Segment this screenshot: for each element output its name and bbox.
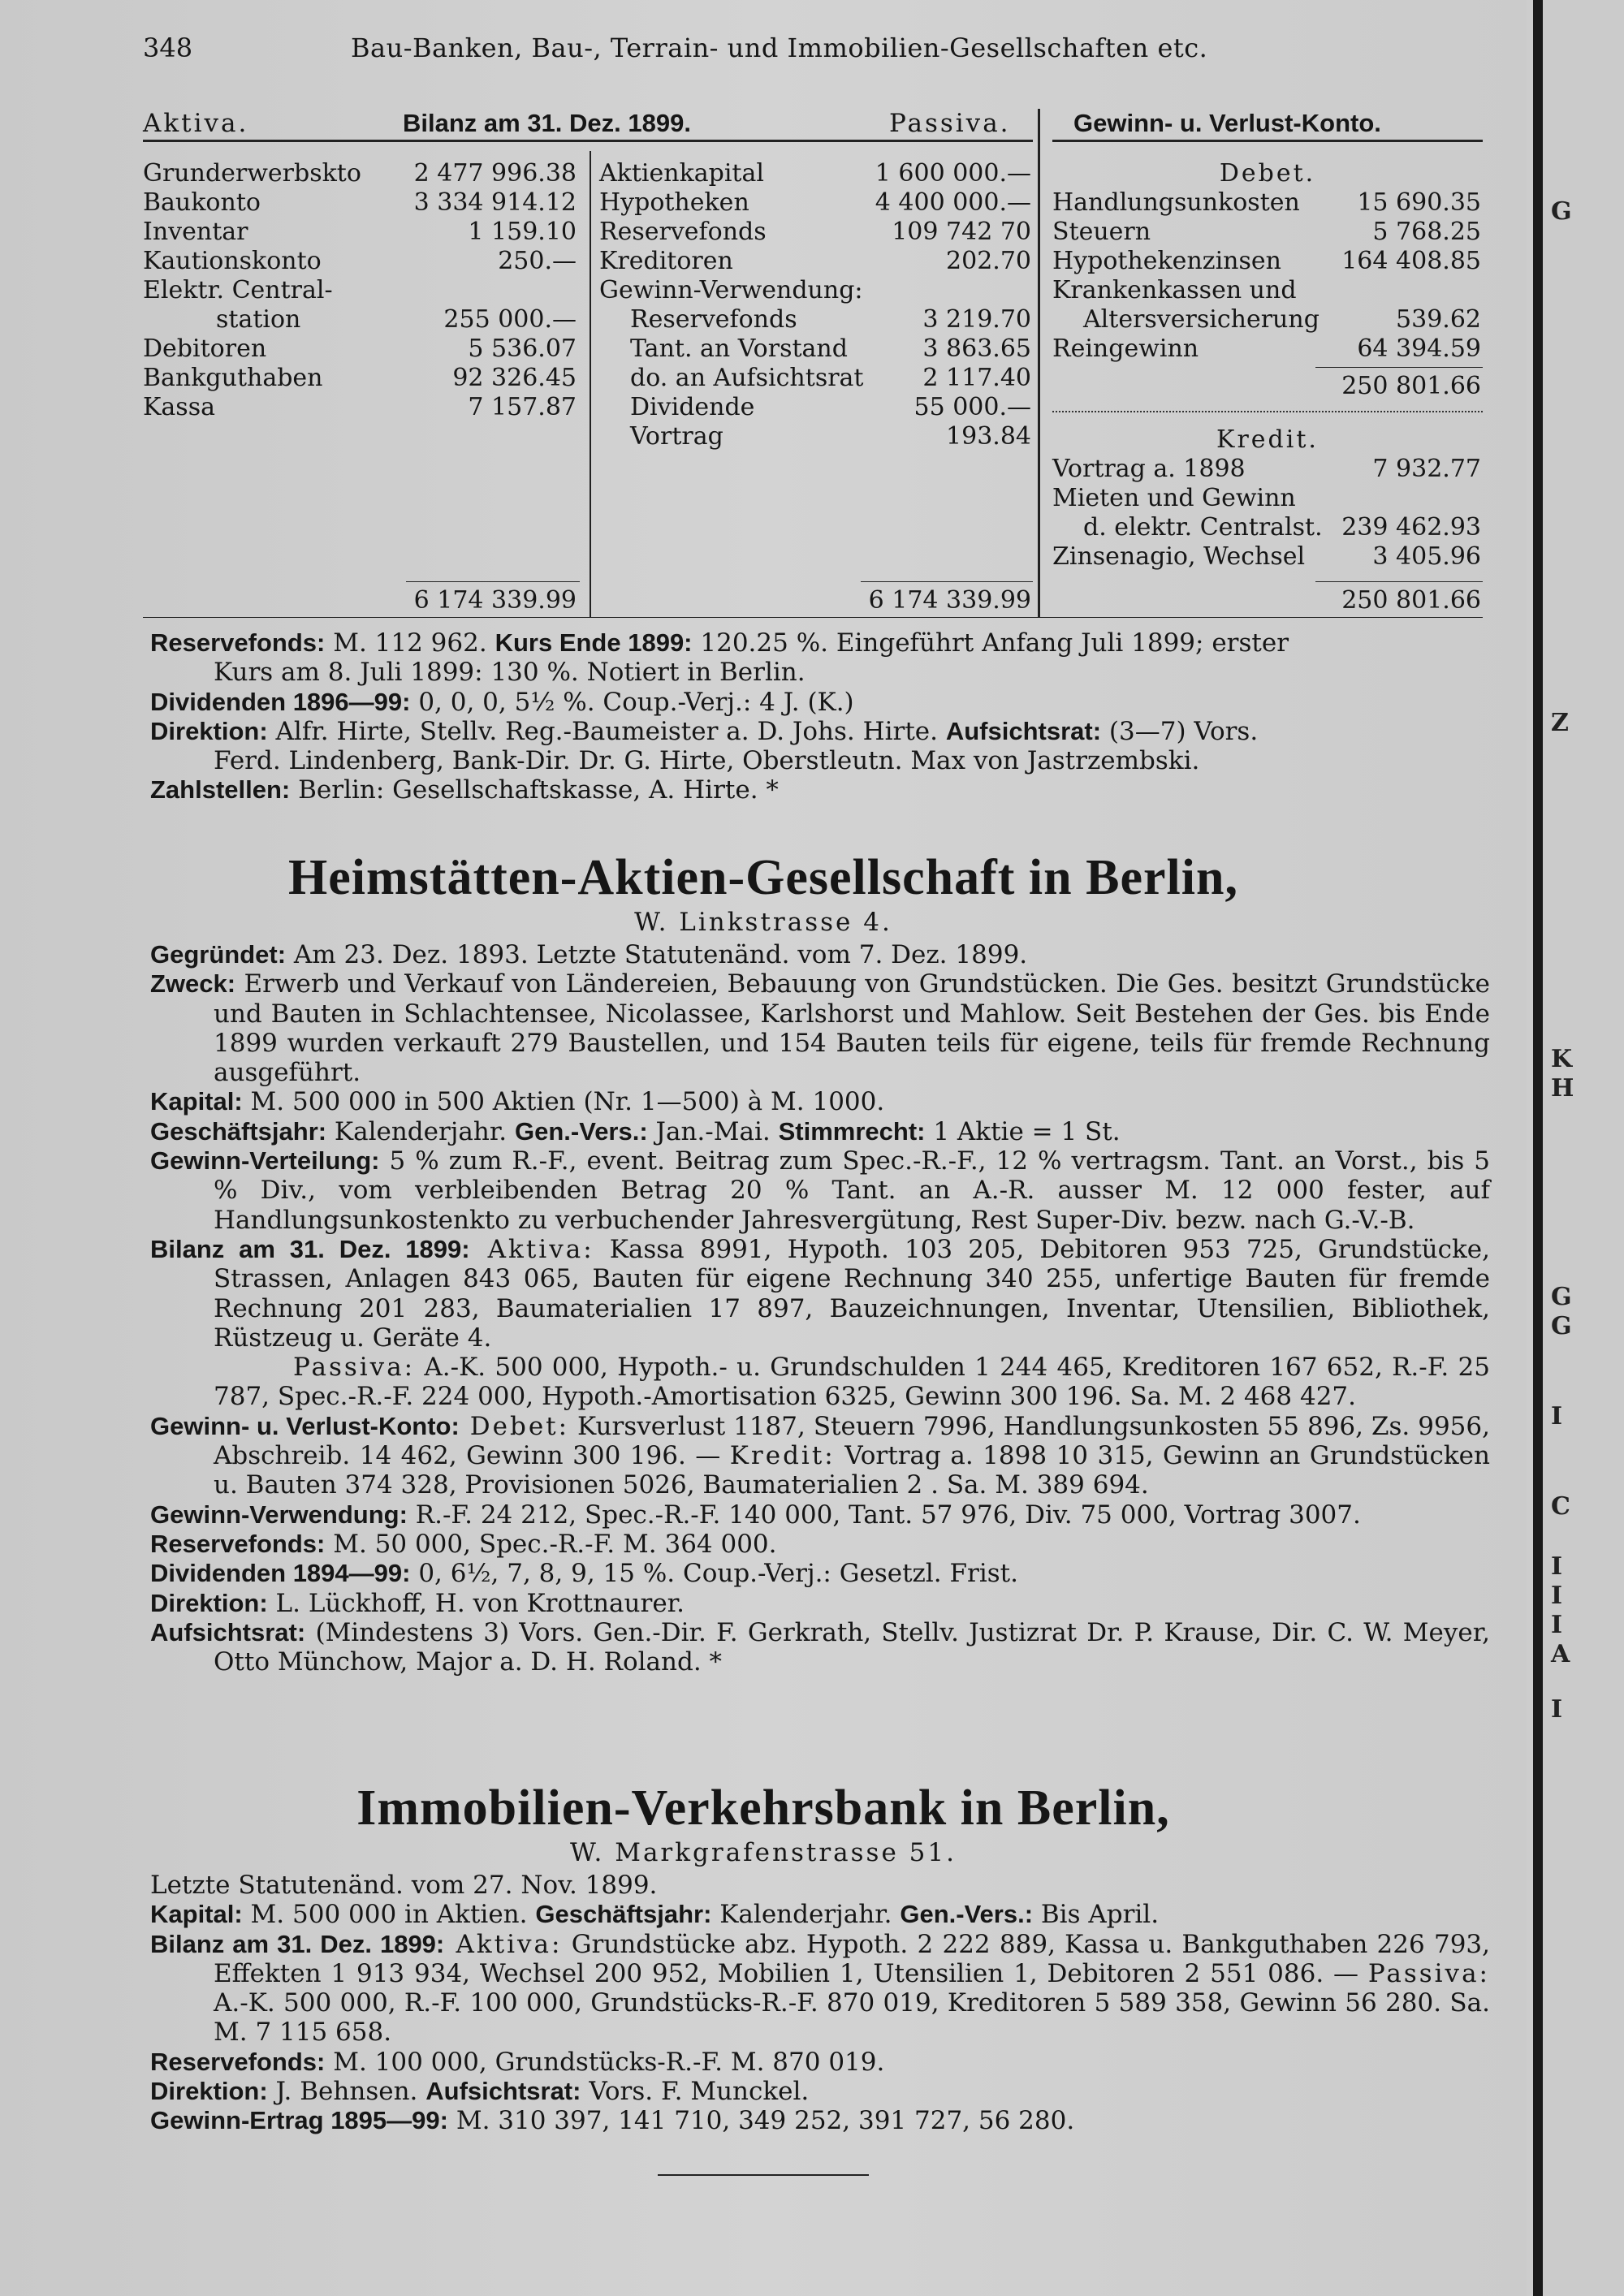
- company3-body: [150, 1871, 1490, 2136]
- genvers3-lead: Gen.-Vers.:: [900, 1900, 1034, 1929]
- bilanz-passiva-word: Passiva:: [293, 1353, 416, 1383]
- passiva-label: Tant. an Vorstand: [630, 334, 848, 363]
- gv-heading: Gewinn- u. Verlust-Konto.: [1073, 109, 1381, 137]
- aktiva-value: 1 159.10: [468, 218, 577, 246]
- passiva-value: 1 600 000.—: [875, 159, 1031, 188]
- passiva-value: 109 742 70: [892, 218, 1031, 246]
- gewinnverteilung-text: 5 % zum R.-F., event. Beitrag zum Spec.-R.-F., 12 % vertragsm. Tant. an Vorst., bis 5 % Div., vom verbleibenden Betrag 20 % Tant. an A.-R. ausser M. 12 000 fester, auf Handlungsunkostenkto zu verbuchender Jahresvergütung, Rest Super-Div. bezw. nach G.-V.-B.: [214, 1146, 1490, 1235]
- aktiva-value: 250.—: [498, 247, 577, 275]
- gv-debet-text: Kursverlust 1187, Steuern 7996, Handlungsunkosten 55 896, Zs. 9956, Abschreib. 14 462, Gewinn 300 196. —: [214, 1411, 1490, 1471]
- dividenden-text: 0, 0, 0, 5½ %. Coup.-Verj.: 4 J. (K.): [410, 687, 854, 717]
- running-title: Bau-Banken, Bau-, Terrain- und Immobilien-Gesellschaften etc.: [351, 32, 1208, 63]
- debet-value: 5 768.25: [1372, 218, 1481, 246]
- bilanz3-passiva-text: A.-K. 500 000, R.-F. 100 000, Grundstücks-R.-F. 870 019, Kreditoren 5 589 358, Gewinn 56 280. Sa. M. 7 115 658.: [214, 1988, 1490, 2048]
- page-edge-rule: [1533, 0, 1543, 2296]
- debet-label: Reingewinn: [1052, 334, 1199, 363]
- aufsichtsrat-text: (3—7) Vors.: [1101, 716, 1259, 746]
- kapital3-entry: [150, 1900, 1490, 1929]
- passiva-label: Hypotheken: [599, 188, 749, 217]
- kapital-text: M. 500 000 in 500 Aktien (Nr. 1—500) à M. 1000.: [242, 1087, 885, 1117]
- margin-fragment: I: [1551, 1582, 1563, 1610]
- kredit-label: Mieten und Gewinn: [1052, 484, 1296, 512]
- kurs-cont: Kurs am 8. Juli 1899: 130 %. Notiert in Berlin.: [214, 658, 806, 688]
- aufsichtsrat2-text: (Mindestens 3) Vors. Gen.-Dir. F. Gerkrath, Stellv. Justizrat Dr. P. Krause, Dir. C. W. Meyer, Otto Münchow, Major a. D. H. Roland. *: [214, 1617, 1490, 1677]
- kredit-label: Zinsenagio, Wechsel: [1052, 542, 1306, 571]
- margin-fragment: I: [1551, 1611, 1563, 1639]
- aktiva-label: Kassa: [143, 393, 215, 421]
- direktion-entry: [150, 717, 1490, 746]
- gewinnertrag-lead: Gewinn-Ertrag 1895—99:: [150, 2106, 448, 2135]
- gv-separator: [1052, 411, 1483, 412]
- gv-entry: [150, 1412, 1490, 1500]
- passiva-label: Aktienkapital: [599, 159, 764, 188]
- reservefonds-entry: [150, 628, 495, 658]
- direktion3-entry: [150, 2077, 1490, 2106]
- aktiva-label: Grunderwerbskto: [143, 159, 361, 188]
- aktiva-sum-rule: [406, 581, 580, 582]
- kredit-value: 7 932.77: [1372, 455, 1481, 483]
- company2-address: W. Linkstrasse 4.: [634, 908, 892, 937]
- bilanz-entry: [150, 1235, 1490, 1353]
- kredit-total: 250 801.66: [1341, 586, 1481, 615]
- stimmrecht-lead: Stimmrecht:: [778, 1116, 926, 1146]
- reservefonds-text: M. 112 962.: [325, 628, 495, 658]
- table-top-rule: [143, 140, 1033, 142]
- passiva-total: 6 174 339.99: [868, 586, 1031, 615]
- aktiva-label: station: [216, 305, 301, 334]
- passiva-sum-rule: [861, 581, 1033, 582]
- passiva-label: Kreditoren: [599, 247, 733, 275]
- bilanz-aktiva-text: Kassa 8991, Hypoth. 103 205, Debitoren 953 725, Grundstücke, Strassen, Anlagen 843 065, Bauten für eigene Rechnung 340 255, unfertige Bauten für fremde Rechnung 201 283, Baumaterialien 17 897, Bauzeichnungen, Inventar, Utensilien, Bibliothek, Rüstzeug u. Geräte 4.: [214, 1234, 1490, 1353]
- company2-title: Heimstätten-Aktien-Gesellschaft in Berlin,: [288, 850, 1238, 905]
- company2-body: [150, 940, 1490, 1677]
- passiva-label: Gewinn-Verwendung:: [599, 276, 863, 304]
- dividenden2-lead: Dividenden 1894—99:: [150, 1559, 411, 1588]
- geschaeftsjahr-text: Kalenderjahr.: [326, 1116, 515, 1146]
- passiva-value: 2 117.40: [922, 364, 1031, 392]
- zweck-lead: Zweck:: [150, 969, 236, 999]
- margin-fragment: I: [1551, 1695, 1563, 1724]
- aktiva-label: Debitoren: [143, 334, 267, 363]
- debet-label: Steuern: [1052, 218, 1151, 246]
- margin-fragment: G: [1551, 1283, 1572, 1311]
- debet-sum-rule: [1315, 367, 1483, 368]
- company3-address: W. Markgrafenstrasse 51.: [570, 1838, 957, 1867]
- kredit-sum-rule: [1315, 581, 1483, 582]
- gewinnverteilung-entry: [150, 1146, 1490, 1235]
- debet-label: Hypothekenzinsen: [1052, 247, 1281, 275]
- reservefonds3-lead: Reservefonds:: [150, 2047, 326, 2076]
- margin-fragment: C: [1551, 1492, 1570, 1521]
- adjacent-page-margin: [1543, 0, 1624, 2296]
- genvers-text: Jan.-Mai.: [647, 1116, 779, 1146]
- aktiva-label: Baukonto: [143, 188, 261, 217]
- aktiva-label: Kautionskonto: [143, 247, 322, 275]
- direktion2-text: L. Lückhoff, H. von Krottnaurer.: [267, 1588, 685, 1618]
- margin-fragment: G: [1551, 197, 1572, 226]
- aufsichtsrat2-entry: [150, 1618, 1490, 1677]
- bilanz-passiva-entry: [150, 1353, 1490, 1412]
- gv-kredit-word: Kredit:: [729, 1441, 836, 1471]
- passiva-value: 202.70: [946, 247, 1031, 275]
- reservefonds2-lead: Reservefonds:: [150, 1529, 326, 1558]
- debet-label: Altersversicherung: [1083, 305, 1320, 334]
- aktiva-value: 5 536.07: [468, 334, 577, 363]
- debet-value: 15 690.35: [1357, 188, 1481, 217]
- bilanz3-aktiva-text: Grundstücke abz. Hypoth. 2 222 889, Kassa u. Bankguthaben 226 793, Effekten 1 913 934, Wechsel 200 952, Mobilien 1, Utensilien 1, Debitoren 2 551 086. —: [214, 1929, 1490, 1988]
- aufsichtsrat-cont: Ferd. Lindenberg, Bank-Dir. Dr. G. Hirte, Oberstleutn. Max von Jastrzembski.: [214, 746, 1200, 776]
- kredit-value: 3 405.96: [1372, 542, 1481, 571]
- debet-total: 250 801.66: [1341, 372, 1481, 400]
- gegruendet-text: Am 23. Dez. 1893. Letzte Statutenänd. vom 7. Dez. 1899.: [286, 940, 1028, 969]
- aktiva-heading: Aktiva.: [143, 109, 249, 138]
- kapital3-text: M. 500 000 in Aktien.: [242, 1900, 536, 1930]
- aktiva-label: Bankguthaben: [143, 364, 323, 392]
- passiva-value: 3 219.70: [922, 305, 1031, 334]
- margin-fragment: I: [1551, 1402, 1563, 1431]
- margin-fragment: K: [1551, 1045, 1573, 1073]
- gewinnverteilung-lead: Gewinn-Verteilung:: [150, 1146, 380, 1176]
- margin-fragment: A: [1551, 1640, 1570, 1668]
- geschaeftsjahr3-text: Kalenderjahr.: [711, 1900, 901, 1930]
- column-divider: [1038, 109, 1040, 617]
- zahlstellen-entry: [150, 775, 1490, 805]
- gewinnertrag-text: M. 310 397, 141 710, 349 252, 391 727, 56 280.: [447, 2106, 1075, 2136]
- passiva-label: Reservefonds: [630, 305, 797, 334]
- bilanz3-aktiva-word: Aktiva:: [444, 1929, 563, 1959]
- direktion-lead: Direktion:: [150, 716, 268, 745]
- direktion2-lead: Direktion:: [150, 1588, 268, 1617]
- aktiva-value: 2 477 996.38: [413, 159, 577, 188]
- zweck-text: Erwerb und Verkauf von Ländereien, Bebauung von Grundstücken. Die Ges. besitzt Grundstücke und Bauten in Schlachtensee, Nicolassee, Karlshorst und Mahlow. Seit Bestehen der Ges. bis Ende 1899 wurden verkauft 279 Baustellen, und 154 Bauten teils für eigene, teils für fremde Rechnung ausgeführt.: [214, 969, 1490, 1088]
- company3-title: Immobilien-Verkehrsbank in Berlin,: [356, 1780, 1170, 1836]
- passiva-label: Vortrag: [630, 422, 723, 451]
- direktion3-lead: Direktion:: [150, 2077, 268, 2106]
- column-divider: [590, 151, 591, 617]
- debet-value: 539.62: [1396, 305, 1481, 334]
- gewinnverwendung-entry: [150, 1500, 1490, 1530]
- page-number: 348: [143, 32, 193, 63]
- margin-fragment: Z: [1551, 709, 1569, 737]
- statuten-entry: Letzte Statutenänd. vom 27. Nov. 1899.: [150, 1871, 658, 1900]
- debet-label: Krankenkassen und: [1052, 276, 1297, 304]
- zahlstellen-text: Berlin: Gesellschaftskasse, A. Hirte. *: [290, 775, 779, 805]
- gegruendet-entry: [150, 940, 1490, 969]
- stimmrecht-text: 1 Aktie = 1 St.: [925, 1116, 1121, 1146]
- kapital3-lead: Kapital:: [150, 1900, 243, 1929]
- zahlstellen-lead: Zahlstellen:: [150, 775, 291, 805]
- aktiva-total: 6 174 339.99: [413, 586, 577, 615]
- debet-label: Handlungsunkosten: [1052, 188, 1300, 217]
- debet-heading: Debet.: [1219, 159, 1316, 188]
- geschaeftsjahr-entry: [150, 1117, 1490, 1146]
- bilanz3-entry: [150, 1930, 1490, 2048]
- kredit-label: d. elektr. Centralst.: [1083, 513, 1323, 542]
- geschaeftsjahr3-lead: Geschäftsjahr:: [535, 1900, 712, 1929]
- reservefonds3-entry: [150, 2048, 1490, 2077]
- kapital-lead: Kapital:: [150, 1087, 243, 1116]
- passiva-value: 4 400 000.—: [875, 188, 1031, 217]
- bilanz3-passiva-word: Passiva:: [1367, 1958, 1490, 1988]
- dividenden-lead: Dividenden 1896—99:: [150, 687, 411, 716]
- table-bottom-rule: [143, 617, 1483, 618]
- kredit-label: Vortrag a. 1898: [1052, 455, 1246, 483]
- gv-top-rule: [1052, 140, 1483, 142]
- geschaeftsjahr-lead: Geschäftsjahr:: [150, 1116, 327, 1146]
- bilanz-aktiva-word: Aktiva:: [469, 1234, 594, 1264]
- gegruendet-lead: Gegründet:: [150, 940, 287, 969]
- bilanz3-lead: Bilanz am 31. Dez. 1899:: [150, 1929, 445, 1958]
- genvers3-text: Bis April.: [1033, 1900, 1160, 1930]
- end-rule: [658, 2174, 869, 2176]
- passiva-value: 193.84: [946, 422, 1031, 451]
- aufsichtsrat3-text: Vors. F. Munckel.: [581, 2077, 810, 2107]
- company1-notes: [150, 628, 1490, 805]
- gewinnverwendung-lead: Gewinn-Verwendung:: [150, 1500, 408, 1529]
- aktiva-value: 3 334 914.12: [413, 188, 577, 217]
- dividenden2-text: 0, 6½, 7, 8, 9, 15 %. Coup.-Verj.: Gesetzl. Frist.: [410, 1559, 1018, 1589]
- gv-debet-word: Debet:: [459, 1411, 570, 1441]
- aktiva-label: Inventar: [143, 218, 248, 246]
- passiva-heading: Passiva.: [889, 109, 1011, 138]
- direktion-text: Alfr. Hirte, Stellv. Reg.-Baumeister a. D. Johs. Hirte.: [267, 716, 946, 746]
- passiva-label: Dividende: [630, 393, 755, 421]
- margin-fragment: I: [1551, 1552, 1563, 1581]
- passiva-label: Reservefonds: [599, 218, 767, 246]
- aufsichtsrat2-lead: Aufsichtsrat:: [150, 1617, 306, 1646]
- gewinnverwendung-text: R.-F. 24 212, Spec.-R.-F. 140 000, Tant. 57 976, Div. 75 000, Vortrag 3007.: [407, 1500, 1361, 1530]
- bilanz-heading: Bilanz am 31. Dez. 1899.: [403, 109, 691, 137]
- aktiva-label: Elektr. Central-: [143, 276, 333, 304]
- aktiva-value: 255 000.—: [443, 305, 577, 334]
- debet-value: 64 394.59: [1357, 334, 1481, 363]
- reservefonds2-entry: [150, 1530, 1490, 1559]
- debet-value: 164 408.85: [1341, 247, 1481, 275]
- genvers-lead: Gen.-Vers.:: [515, 1116, 648, 1146]
- kurs-text: 120.25 %. Eingeführt Anfang Juli 1899; erster: [692, 628, 1289, 658]
- kredit-value: 239 462.93: [1341, 513, 1481, 542]
- gv-lead: Gewinn- u. Verlust-Konto:: [150, 1411, 460, 1440]
- reservefonds2-text: M. 50 000, Spec.-R.-F. M. 364 000.: [325, 1529, 777, 1559]
- dividenden-entry: [150, 688, 1490, 717]
- bilanz-passiva-text: A.-K. 500 000, Hypoth.- u. Grundschulden 1 244 465, Kreditoren 167 652, R.-F. 25 787, Spec.-R.-F. 224 000, Hypoth.-Amortisation 6325, Gewinn 300 196. Sa. M. 2 468 427.: [214, 1353, 1490, 1412]
- zweck-entry: [150, 969, 1490, 1087]
- gewinnertrag-entry: [150, 2106, 1490, 2135]
- reservefonds3-text: M. 100 000, Grundstücks-R.-F. M. 870 019.: [325, 2047, 885, 2077]
- gv-kredit-text: Vortrag a. 1898 10 315, Gewinn an Grundstücken u. Bauten 374 328, Provisionen 5026, Baumaterialien 2 . Sa. M. 389 694.: [214, 1441, 1490, 1500]
- dividenden2-entry: [150, 1559, 1490, 1588]
- bilanz-lead: Bilanz am 31. Dez. 1899:: [150, 1234, 470, 1263]
- kredit-heading: Kredit.: [1216, 425, 1319, 454]
- margin-fragment: H: [1551, 1074, 1574, 1103]
- direktion3-text: J. Behnsen.: [267, 2077, 426, 2107]
- reservefonds-lead: Reservefonds:: [150, 628, 326, 657]
- kurs-lead: Kurs Ende 1899:: [495, 628, 693, 657]
- passiva-value: 55 000.—: [914, 393, 1031, 421]
- kapital-entry: [150, 1087, 1490, 1116]
- aufsichtsrat3-lead: Aufsichtsrat:: [425, 2077, 581, 2106]
- passiva-label: do. an Aufsichtsrat: [630, 364, 864, 392]
- aktiva-value: 92 326.45: [452, 364, 577, 392]
- direktion2-entry: [150, 1589, 1490, 1618]
- margin-fragment: G: [1551, 1312, 1572, 1340]
- passiva-value: 3 863.65: [922, 334, 1031, 363]
- aufsichtsrat-lead: Aufsichtsrat:: [945, 716, 1102, 745]
- aktiva-value: 7 157.87: [468, 393, 577, 421]
